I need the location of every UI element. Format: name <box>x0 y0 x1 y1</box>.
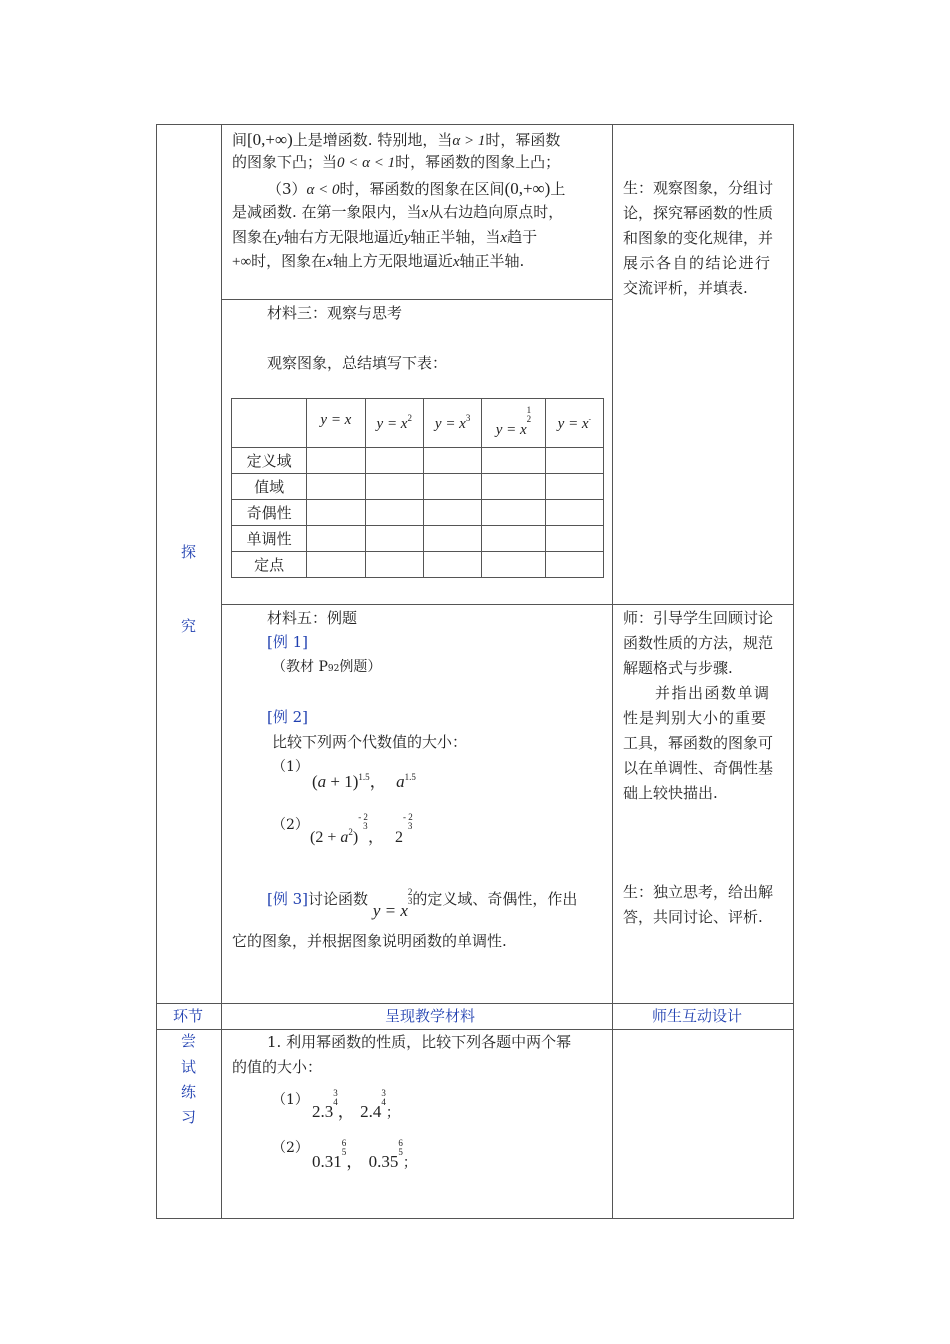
exp-three-quarters-1: 3 4 <box>333 1088 338 1107</box>
table-header-cell: $y = x^3$ <box>423 399 481 448</box>
border-right <box>793 124 794 1219</box>
table-row <box>232 552 604 578</box>
practice-q1-line1: 1. 利用幂函数的性质，比较下列各题中两个幂 <box>267 1033 572 1051</box>
exp-six-fifths-1: 6 5 <box>341 1138 347 1157</box>
exp-neg-two-thirds-2: - 2 3 <box>403 812 413 831</box>
example1-label: [例 1] <box>267 633 309 651</box>
material3-title: 材料三：观察与思考 <box>267 304 403 322</box>
row-label-fixed-point: 定点 <box>232 552 307 578</box>
row-divider-header-bottom <box>156 1029 794 1030</box>
top-line-2: 的图象下凸；当0 < α < 1时，幂函数的图象上凸； <box>232 153 561 171</box>
row-label-parity: 奇偶性 <box>232 500 307 526</box>
section-explore-char1: 探 <box>181 543 197 561</box>
practice-q1-line2: 的值的大小： <box>232 1058 323 1076</box>
properties-table <box>231 398 604 578</box>
header-col-interaction: 师生互动设计 <box>652 1007 743 1025</box>
border-left <box>156 124 157 1219</box>
exp-three-quarters-2: 3 4 <box>381 1088 386 1107</box>
exp-six-fifths-2: 6 5 <box>398 1138 403 1157</box>
right-mid-line-6: 工具，幂函数的图象可 <box>623 734 774 752</box>
right-mid-line-8: 础上较快描出. <box>623 784 718 802</box>
top-line-3: （3）α < 0时，幂函数的图象在区间(0,+∞)上 <box>267 179 566 198</box>
header-col-stage: 环节 <box>173 1007 204 1025</box>
table-row <box>232 448 604 474</box>
table-corner-cell <box>232 399 307 448</box>
example2-item2-expr: $(2 + a^2)-$ 2 3， 2- 2 3 <box>310 812 413 846</box>
table-row <box>232 474 604 500</box>
row-divider-header-top <box>156 1003 794 1004</box>
row-divider-material3 <box>221 299 613 300</box>
exp-two-thirds: 2 3 <box>407 887 413 906</box>
right-mid-line-4: 并指出函数单调 <box>655 684 771 702</box>
border-bottom <box>156 1218 794 1219</box>
section-practice-char-1: 尝 <box>181 1032 197 1050</box>
row-label-range: 值域 <box>232 474 307 500</box>
col-divider-2 <box>612 124 613 1219</box>
top-line-1: 间[0,+∞)上是增函数. 特别地，当α > 1时，幂函数 <box>232 130 561 149</box>
example2-text: 比较下列两个代数值的大小： <box>272 733 468 751</box>
col-divider-1 <box>221 124 222 1219</box>
table-row <box>232 500 604 526</box>
section-practice-char-4: 习 <box>181 1108 197 1126</box>
section-explore-char2: 究 <box>181 617 197 635</box>
top-line-4: 是减函数. 在第一象限内，当x从右边趋向原点时， <box>232 203 564 221</box>
right-mid-line-1: 师：引导学生回顾讨论 <box>623 609 774 627</box>
example2-label: [例 2] <box>267 708 309 726</box>
right-mid-line-10: 答，共同讨论、评析. <box>623 908 763 926</box>
row-label-domain: 定义域 <box>232 448 307 474</box>
practice-item2-label: （2） <box>272 1140 309 1156</box>
right-top-line-3: 和图象的变化规律，并 <box>623 229 774 247</box>
right-mid-line-2: 函数性质的方法，规范 <box>623 634 774 652</box>
example3-line2: 它的图象，并根据图象说明函数的单调性. <box>232 932 507 950</box>
example1-text: （教材 P92例题） <box>272 659 382 675</box>
border-top <box>156 124 794 125</box>
exp-neg-two-thirds-1: - 2 3 <box>358 812 368 831</box>
table-header-cell: y = x- <box>545 399 603 448</box>
right-top-line-5: 交流评析，并填表. <box>623 279 748 297</box>
example2-item2-label: （2） <box>272 817 309 833</box>
right-mid-line-7: 以在单调性、奇偶性基 <box>623 759 774 777</box>
row-divider-section <box>221 604 794 605</box>
practice-item1-expr: 2.33 4， 2.43 4； <box>312 1088 400 1122</box>
example2-item1-label: （1） <box>272 759 309 775</box>
section-practice-char-3: 练 <box>181 1083 197 1101</box>
row-label-monotonicity: 单调性 <box>232 526 307 552</box>
table-header-cell: $y = x^2$ <box>365 399 423 448</box>
top-line-5: 图象在y轴右方无限地逼近y轴正半轴，当x趋于 <box>232 228 538 246</box>
table-header-cell: y = x1 2 <box>482 399 545 448</box>
table-header-row <box>232 399 604 448</box>
right-mid-line-5: 性是判别大小的重要 <box>623 709 768 727</box>
practice-item2-expr: 0.316 5， 0.356 5； <box>312 1138 417 1172</box>
exp-one-half: 1 2 <box>526 404 532 424</box>
section-practice-char-2: 试 <box>181 1058 197 1076</box>
table-row <box>232 526 604 552</box>
material3-instruction: 观察图象，总结填写下表： <box>267 354 448 372</box>
right-top-line-2: 论，探究幂函数的性质 <box>623 204 774 222</box>
header-col-material: 呈现教学材料 <box>385 1007 476 1025</box>
material5-title: 材料五：例题 <box>267 609 358 627</box>
right-mid-line-9: 生：独立思考，给出解 <box>623 883 774 901</box>
right-top-line-1: 生：观察图象，分组讨 <box>623 179 774 197</box>
practice-item1-label: （1） <box>272 1092 309 1108</box>
top-line-6: +∞时，图象在x轴上方无限地逼近x轴正半轴. <box>232 252 525 270</box>
right-mid-line-3: 解题格式与步骤. <box>623 659 733 677</box>
example3-line1: [例 3]讨论函数 y = x2 3的定义域、奇偶性，作出 <box>267 887 578 920</box>
table-header-cell: y = x <box>307 399 365 448</box>
example2-item1-expr: $(a + 1)^{1.5}$， $a^{1.5}$ <box>312 772 416 791</box>
right-top-line-4: 展示各自的结论进行 <box>623 254 772 272</box>
